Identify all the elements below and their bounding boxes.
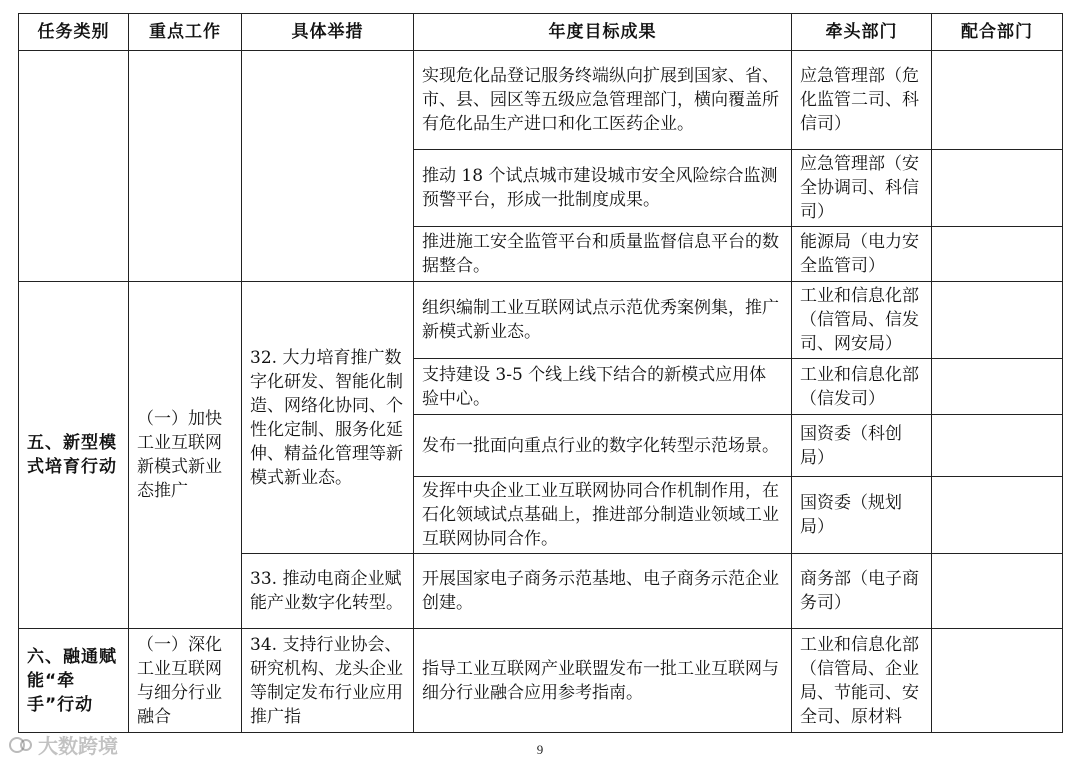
lead-department-cell: 商务部（电子商务司） [792,554,932,629]
goal-cell: 开展国家电子商务示范基地、电子商务示范企业创建。 [414,554,792,629]
header-lead-department: 牵头部门 [792,14,932,51]
cooperating-department-cell [932,51,1063,150]
header-cooperating-department: 配合部门 [932,14,1063,51]
category-cell-empty [19,51,129,282]
lead-department-cell: 工业和信息化部（信发司） [792,359,932,415]
lead-department-cell: 工业和信息化部（信管局、企业局、节能司、安全司、原材料 [792,629,932,733]
page-number: 9 [536,742,544,757]
header-task-category: 任务类别 [19,14,129,51]
work-cell-empty [129,51,242,282]
cooperating-department-cell [932,359,1063,415]
key-work-cell: （一）深化工业互联网与细分行业融合 [129,629,242,733]
goal-cell: 组织编制工业互联网试点示范优秀案例集，推广新模式新业态。 [414,282,792,359]
measure-cell-empty [242,51,414,282]
header-specific-measures: 具体举措 [242,14,414,51]
cooperating-department-cell [932,150,1063,227]
cooperating-department-cell [932,477,1063,554]
cooperating-department-cell [932,629,1063,733]
goal-cell: 支持建设 3-5 个线上线下结合的新模式应用体验中心。 [414,359,792,415]
cooperating-department-cell [932,282,1063,359]
lead-department-cell: 工业和信息化部（信管局、信发司、网安局） [792,282,932,359]
lead-department-cell: 应急管理部（危化监管二司、科信司） [792,51,932,150]
cooperating-department-cell [932,554,1063,629]
lead-department-cell: 国资委（规划局） [792,477,932,554]
table-row [19,629,1063,733]
watermark-text: 大数跨境 [38,734,118,758]
lead-department-cell: 应急管理部（安全协调司、科信司） [792,150,932,227]
measure-cell: 33. 推动电商企业赋能产业数字化转型。 [242,554,414,629]
header-annual-goal: 年度目标成果 [414,14,792,51]
goal-cell: 推进施工安全监管平台和质量监督信息平台的数据整合。 [414,227,792,282]
key-work-cell: （一）加快工业互联网新模式新业态推广 [129,282,242,629]
goal-cell: 发挥中央企业工业互联网协同合作机制作用，在石化领域试点基础上，推进部分制造业领域工业互联网协同合作。 [414,477,792,554]
task-category-cell: 五、新型模式培育行动 [19,282,129,629]
goal-cell: 发布一批面向重点行业的数字化转型示范场景。 [414,415,792,477]
task-category-cell: 六、融通赋能“牵手”行动 [19,629,129,733]
header-key-work: 重点工作 [129,14,242,51]
cooperating-department-cell [932,415,1063,477]
goal-cell: 推动 18 个试点城市建设城市安全风险综合监测预警平台，形成一批制度成果。 [414,150,792,227]
goal-cell: 指导工业互联网产业联盟发布一批工业互联网与细分行业融合应用参考指南。 [414,629,792,733]
lead-department-cell: 能源局（电力安全监管司） [792,227,932,282]
cooperating-department-cell [932,227,1063,282]
task-table [18,13,1063,733]
lead-department-cell: 国资委（科创局） [792,415,932,477]
table-row [19,51,1063,150]
measure-cell: 34. 支持行业协会、研究机构、龙头企业等制定发布行业应用推广指 [242,629,414,733]
measure-cell: 32. 大力培育推广数字化研发、智能化制造、网络化协同、个性化定制、服务化延伸、精益化管理等新模式新业态。 [242,282,414,554]
table-row [19,282,1063,359]
goal-cell: 实现危化品登记服务终端纵向扩展到国家、省、市、县、园区等五级应急管理部门，横向覆盖所有危化品生产进口和化工医药企业。 [414,51,792,150]
table-header-row [19,14,1063,51]
